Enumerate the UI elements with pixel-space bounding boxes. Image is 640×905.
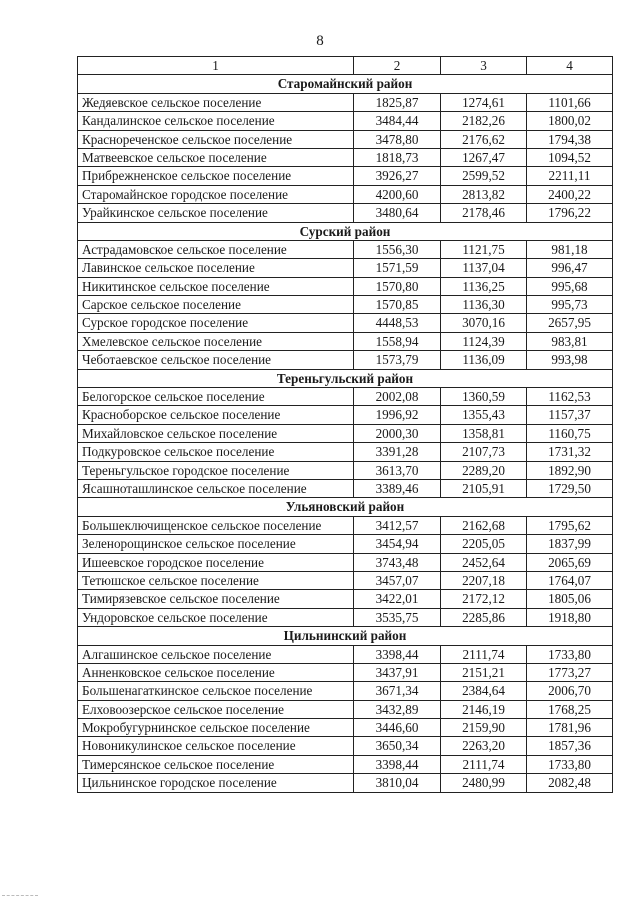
value-col-2: 3437,91 [354, 663, 441, 681]
column-header-row [78, 57, 613, 75]
settlement-name: Алгашинское сельское поселение [78, 645, 354, 663]
value-col-4: 2657,95 [527, 314, 613, 332]
settlement-name: Подкуровское сельское поселение [78, 443, 354, 461]
value-col-4: 996,47 [527, 259, 613, 277]
value-col-2: 1818,73 [354, 148, 441, 166]
value-col-2: 4448,53 [354, 314, 441, 332]
table-row [78, 259, 613, 277]
value-col-3: 2182,26 [441, 112, 527, 130]
table-row [78, 682, 613, 700]
value-col-4: 1773,27 [527, 663, 613, 681]
table-row [78, 185, 613, 203]
value-col-2: 1825,87 [354, 93, 441, 111]
value-col-4: 1795,62 [527, 516, 613, 534]
value-col-4: 1794,38 [527, 130, 613, 148]
value-col-3: 2159,90 [441, 719, 527, 737]
table-row [78, 700, 613, 718]
value-col-3: 2162,68 [441, 516, 527, 534]
district-header-row [78, 222, 613, 240]
table-row [78, 590, 613, 608]
value-col-2: 2000,30 [354, 424, 441, 442]
value-col-4: 981,18 [527, 240, 613, 258]
value-col-2: 3398,44 [354, 755, 441, 773]
settlement-name: Никитинское сельское поселение [78, 277, 354, 295]
settlement-name: Елховоозерское сельское поселение [78, 700, 354, 718]
value-col-2: 3398,44 [354, 645, 441, 663]
value-col-3: 1136,09 [441, 351, 527, 369]
value-col-2: 3432,89 [354, 700, 441, 718]
table-row [78, 112, 613, 130]
table-row [78, 314, 613, 332]
table-row [78, 608, 613, 626]
table-row [78, 663, 613, 681]
settlement-name: Цильнинское городское поселение [78, 774, 354, 792]
value-col-4: 1768,25 [527, 700, 613, 718]
table-row [78, 332, 613, 350]
district-title: Тереньгульский район [78, 369, 613, 387]
value-col-4: 2211,11 [527, 167, 613, 185]
value-col-2: 1571,59 [354, 259, 441, 277]
settlement-name: Лавинское сельское поселение [78, 259, 354, 277]
value-col-3: 1124,39 [441, 332, 527, 350]
settlement-name: Сурское городское поселение [78, 314, 354, 332]
value-col-3: 1274,61 [441, 93, 527, 111]
table-row [78, 516, 613, 534]
value-col-3: 1121,75 [441, 240, 527, 258]
value-col-3: 2599,52 [441, 167, 527, 185]
settlement-name: Краснореченское сельское поселение [78, 130, 354, 148]
value-col-4: 993,98 [527, 351, 613, 369]
settlement-name: Анненковское сельское поселение [78, 663, 354, 681]
settlement-name: Матвеевское сельское поселение [78, 148, 354, 166]
table-row [78, 737, 613, 755]
settlement-name: Сарское сельское поселение [78, 296, 354, 314]
table-row [78, 645, 613, 663]
value-col-2: 3480,64 [354, 204, 441, 222]
value-col-2: 3650,34 [354, 737, 441, 755]
settlement-name: Хмелевское сельское поселение [78, 332, 354, 350]
table-row [78, 443, 613, 461]
value-col-3: 2384,64 [441, 682, 527, 700]
table-row [78, 167, 613, 185]
value-col-4: 2400,22 [527, 185, 613, 203]
value-col-3: 2205,05 [441, 535, 527, 553]
value-col-4: 1731,32 [527, 443, 613, 461]
table-row [78, 148, 613, 166]
value-col-4: 1157,37 [527, 406, 613, 424]
page-number: 8 [316, 33, 324, 49]
table-row [78, 719, 613, 737]
district-title: Цильнинский район [78, 627, 613, 645]
value-col-4: 1733,80 [527, 645, 613, 663]
table-row [78, 535, 613, 553]
value-col-4: 1733,80 [527, 755, 613, 773]
value-col-3: 2172,12 [441, 590, 527, 608]
table-body [78, 57, 613, 793]
settlement-name: Прибрежненское сельское поселение [78, 167, 354, 185]
table-row [78, 571, 613, 589]
district-header-row [78, 75, 613, 93]
value-col-3: 2146,19 [441, 700, 527, 718]
district-header-row [78, 498, 613, 516]
value-col-4: 995,68 [527, 277, 613, 295]
settlement-name: Жедяевское сельское поселение [78, 93, 354, 111]
value-col-2: 3389,46 [354, 479, 441, 497]
table-row [78, 277, 613, 295]
table-row [78, 296, 613, 314]
column-header: 2 [354, 57, 441, 75]
value-col-2: 3478,80 [354, 130, 441, 148]
value-col-2: 3457,07 [354, 571, 441, 589]
table-row [78, 479, 613, 497]
settlement-name: Ясашноташлинское сельское поселение [78, 479, 354, 497]
value-col-3: 2178,46 [441, 204, 527, 222]
table-row [78, 774, 613, 792]
value-col-4: 995,73 [527, 296, 613, 314]
settlement-name: Михайловское сельское поселение [78, 424, 354, 442]
value-col-4: 983,81 [527, 332, 613, 350]
value-col-4: 1094,52 [527, 148, 613, 166]
value-col-2: 3454,94 [354, 535, 441, 553]
value-col-2: 3535,75 [354, 608, 441, 626]
settlement-name: Тимерсянское сельское поселение [78, 755, 354, 773]
settlement-name: Тимирязевское сельское поселение [78, 590, 354, 608]
value-col-4: 1857,36 [527, 737, 613, 755]
settlement-name: Новоникулинское сельское поселение [78, 737, 354, 755]
settlement-name: Тереньгульское городское поселение [78, 461, 354, 479]
value-col-2: 1570,85 [354, 296, 441, 314]
settlement-name: Урайкинское сельское поселение [78, 204, 354, 222]
district-header-row [78, 627, 613, 645]
value-col-2: 4200,60 [354, 185, 441, 203]
value-col-2: 3446,60 [354, 719, 441, 737]
value-col-3: 2285,86 [441, 608, 527, 626]
value-col-3: 1136,30 [441, 296, 527, 314]
district-title: Старомайнский район [78, 75, 613, 93]
table-row [78, 424, 613, 442]
value-col-2: 1996,92 [354, 406, 441, 424]
value-col-2: 3926,27 [354, 167, 441, 185]
value-col-2: 3484,44 [354, 112, 441, 130]
value-col-3: 2263,20 [441, 737, 527, 755]
value-col-4: 1764,07 [527, 571, 613, 589]
table-row [78, 204, 613, 222]
settlement-name: Кандалинское сельское поселение [78, 112, 354, 130]
value-col-4: 2082,48 [527, 774, 613, 792]
value-col-3: 2289,20 [441, 461, 527, 479]
value-col-3: 2111,74 [441, 755, 527, 773]
column-header: 1 [78, 57, 354, 75]
value-col-4: 1796,22 [527, 204, 613, 222]
value-col-4: 1800,02 [527, 112, 613, 130]
value-col-4: 1101,66 [527, 93, 613, 111]
table-row [78, 755, 613, 773]
table-row [78, 553, 613, 571]
value-col-3: 3070,16 [441, 314, 527, 332]
settlement-name: Белогорское сельское поселение [78, 388, 354, 406]
settlement-name: Чеботаевское сельское поселение [78, 351, 354, 369]
value-col-2: 3613,70 [354, 461, 441, 479]
value-col-3: 2105,91 [441, 479, 527, 497]
table-row [78, 130, 613, 148]
settlement-name: Большенагаткинское сельское поселение [78, 682, 354, 700]
column-header: 4 [527, 57, 613, 75]
value-col-3: 1267,47 [441, 148, 527, 166]
value-col-4: 1160,75 [527, 424, 613, 442]
table-row [78, 461, 613, 479]
value-col-4: 2065,69 [527, 553, 613, 571]
district-title: Сурский район [78, 222, 613, 240]
value-col-4: 1892,90 [527, 461, 613, 479]
value-col-3: 2176,62 [441, 130, 527, 148]
value-col-2: 3810,04 [354, 774, 441, 792]
settlement-name: Ишеевское городское поселение [78, 553, 354, 571]
settlement-name: Астрадамовское сельское поселение [78, 240, 354, 258]
value-col-2: 3743,48 [354, 553, 441, 571]
value-col-4: 1729,50 [527, 479, 613, 497]
value-col-3: 2480,99 [441, 774, 527, 792]
value-col-2: 2002,08 [354, 388, 441, 406]
settlement-name: Зеленорощинское сельское поселение [78, 535, 354, 553]
value-col-4: 1837,99 [527, 535, 613, 553]
value-col-2: 3671,34 [354, 682, 441, 700]
value-col-3: 1358,81 [441, 424, 527, 442]
settlement-name: Большеключищенское сельское поселение [78, 516, 354, 534]
settlements-table [77, 56, 613, 793]
value-col-4: 1781,96 [527, 719, 613, 737]
column-header: 3 [441, 57, 527, 75]
value-col-4: 1162,53 [527, 388, 613, 406]
value-col-4: 1918,80 [527, 608, 613, 626]
value-col-2: 3422,01 [354, 590, 441, 608]
settlement-name: Тетюшское сельское поселение [78, 571, 354, 589]
settlement-name: Красноборское сельское поселение [78, 406, 354, 424]
district-title: Ульяновский район [78, 498, 613, 516]
value-col-4: 2006,70 [527, 682, 613, 700]
table-row [78, 351, 613, 369]
settlement-name: Мокробугурнинское сельское поселение [78, 719, 354, 737]
value-col-2: 1573,79 [354, 351, 441, 369]
value-col-3: 2813,82 [441, 185, 527, 203]
value-col-2: 1570,80 [354, 277, 441, 295]
value-col-2: 3412,57 [354, 516, 441, 534]
value-col-2: 1558,94 [354, 332, 441, 350]
value-col-3: 1137,04 [441, 259, 527, 277]
value-col-3: 2111,74 [441, 645, 527, 663]
value-col-3: 2107,73 [441, 443, 527, 461]
settlement-name: Старомайнское городское поселение [78, 185, 354, 203]
value-col-4: 1805,06 [527, 590, 613, 608]
value-col-3: 1136,25 [441, 277, 527, 295]
table-row [78, 406, 613, 424]
table-row [78, 240, 613, 258]
value-col-3: 2207,18 [441, 571, 527, 589]
value-col-2: 1556,30 [354, 240, 441, 258]
district-header-row [78, 369, 613, 387]
value-col-3: 2151,21 [441, 663, 527, 681]
scan-edge-mark [2, 895, 38, 896]
table-row [78, 93, 613, 111]
value-col-3: 1355,43 [441, 406, 527, 424]
table-row [78, 388, 613, 406]
settlement-name: Ундоровское сельское поселение [78, 608, 354, 626]
value-col-3: 2452,64 [441, 553, 527, 571]
value-col-3: 1360,59 [441, 388, 527, 406]
value-col-2: 3391,28 [354, 443, 441, 461]
